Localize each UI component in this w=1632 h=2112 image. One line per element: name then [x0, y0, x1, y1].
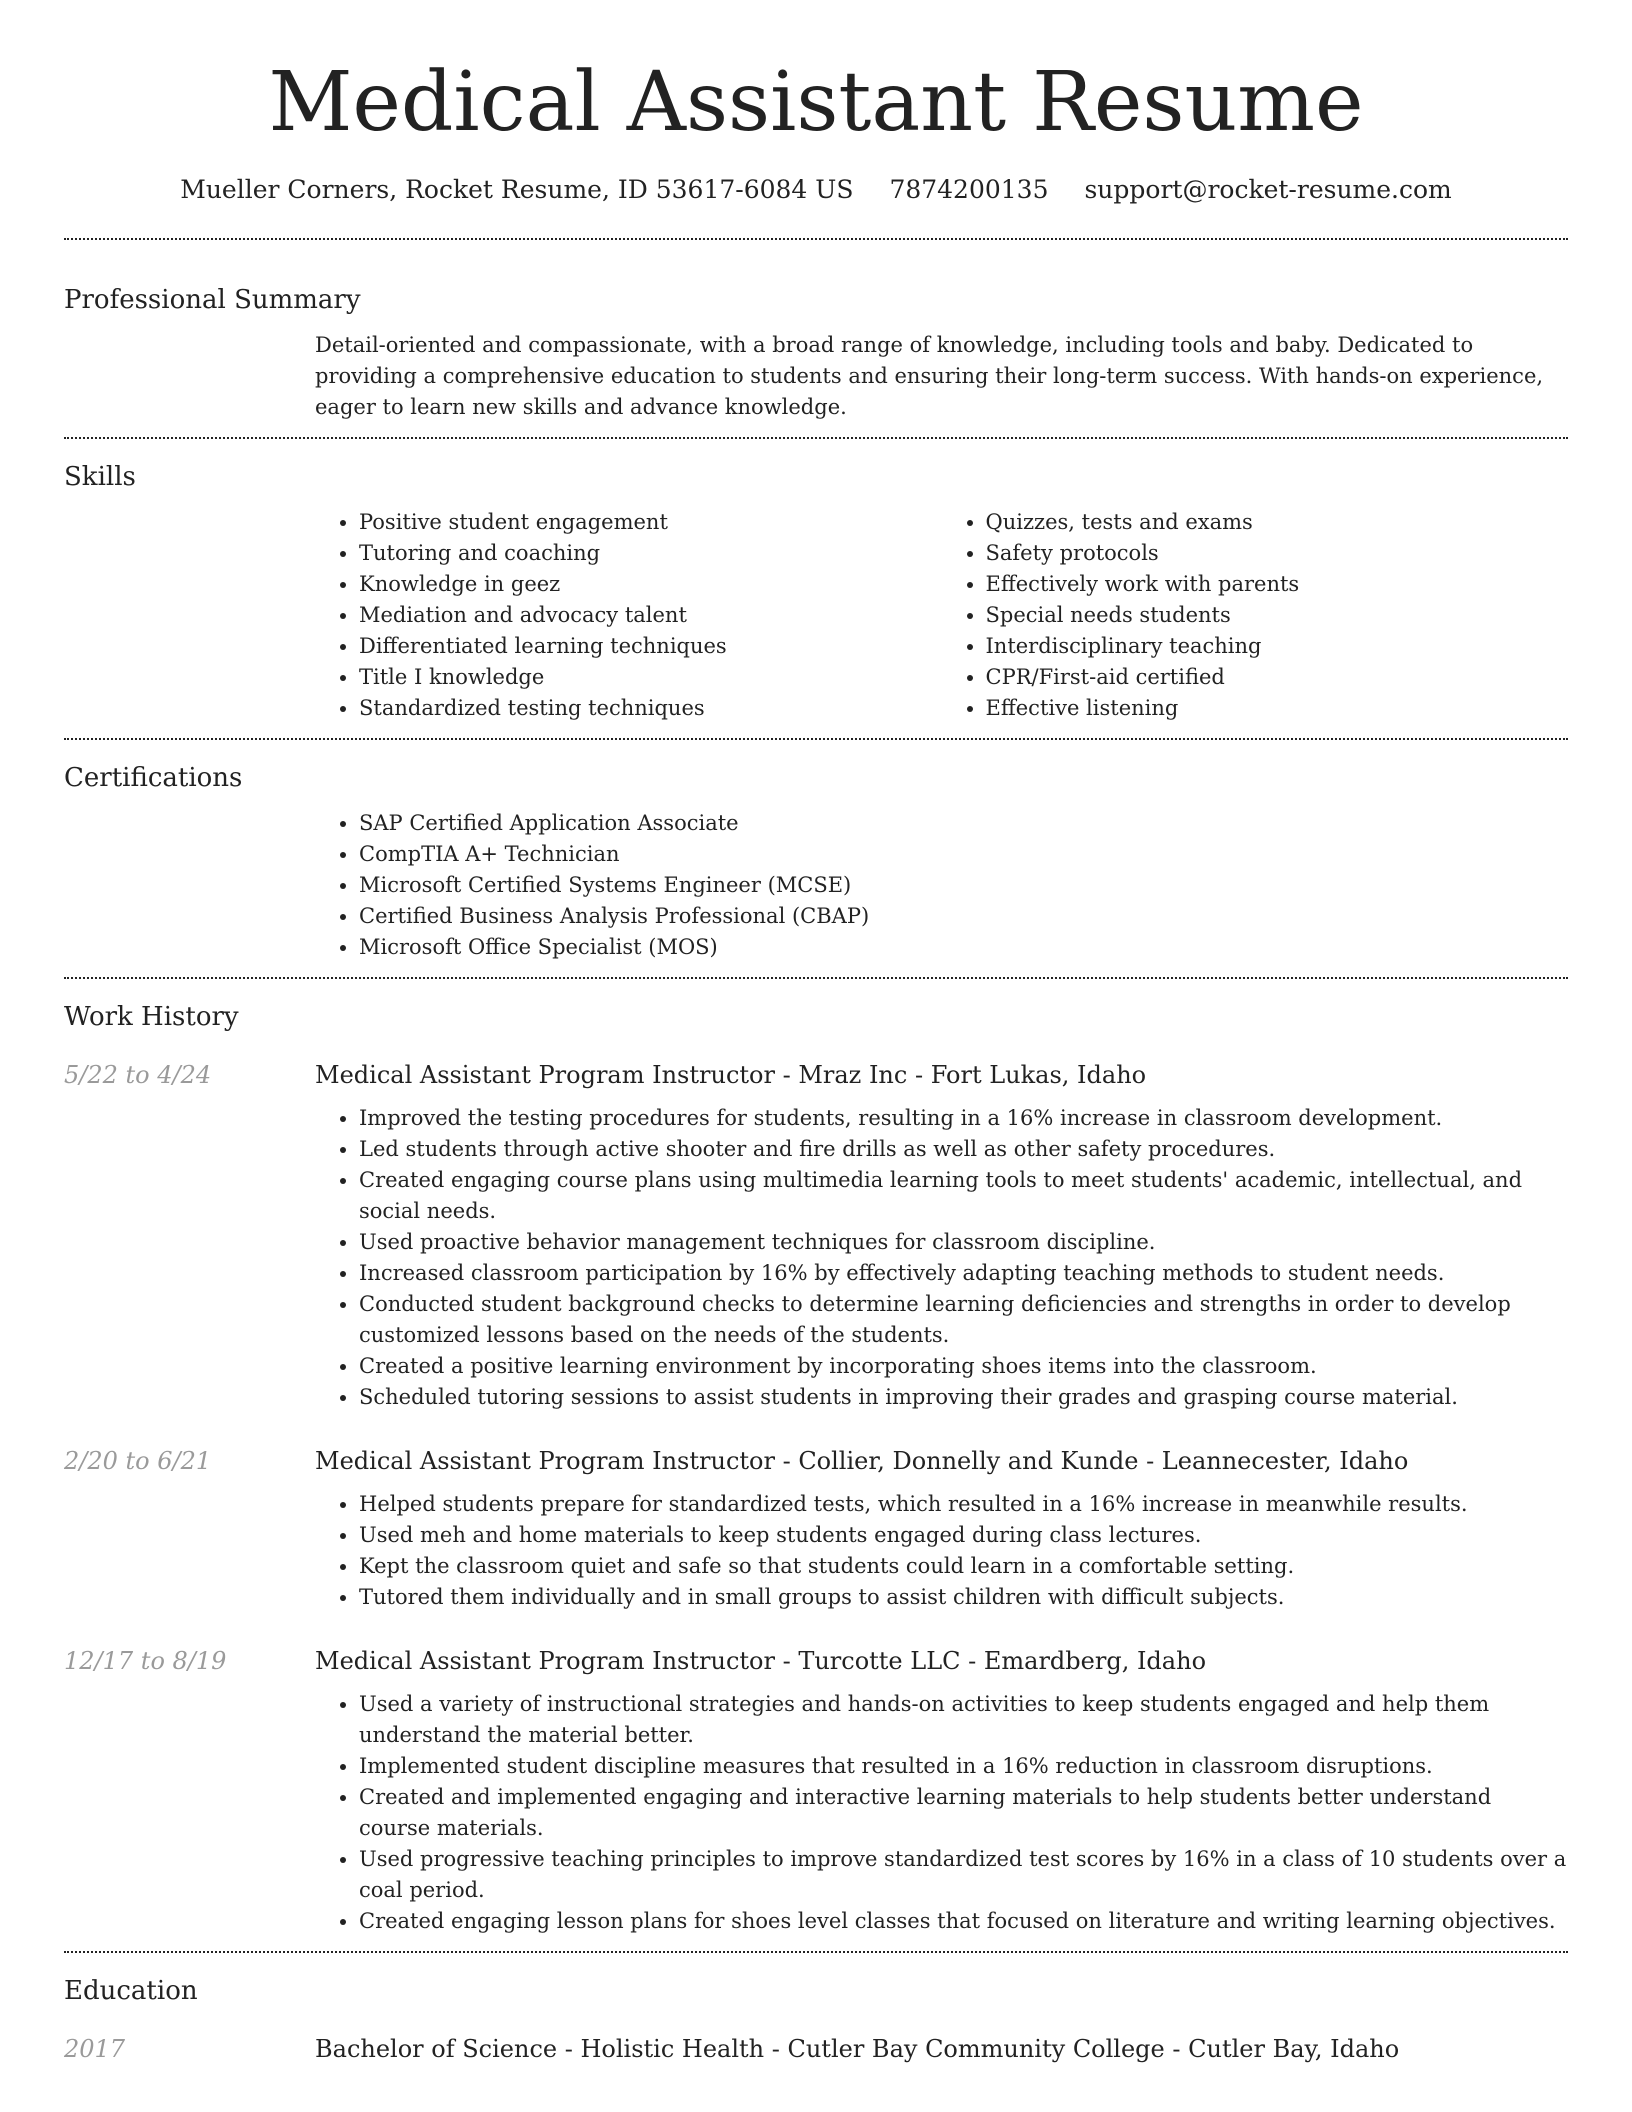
- skill-item: • Tutoring and coaching: [359, 538, 942, 569]
- education-date: 2017: [64, 2035, 126, 2063]
- job-bullet: • Helped students prepare for standardized tests, which resulted in a 16% increase in meanwhile results.: [359, 1489, 1568, 1520]
- job-entry: [64, 1055, 1568, 1413]
- certification-item: • Microsoft Certified Systems Engineer (MCSE): [359, 870, 1568, 901]
- skill-item: • Positive student engagement: [359, 507, 942, 538]
- summary-text: Detail-oriented and compassionate, with a broad range of knowledge, including tools and baby. Dedicated to providing a comprehensive education to students and ensuring their long-term success. With hands-on experience, eager to learn new skills and advance knowledge.: [315, 333, 1544, 419]
- job-entry: [64, 1441, 1568, 1613]
- job-bullet: • Used progressive teaching principles to improve standardized test scores by 16% in a class of 10 students over a coal period.: [359, 1844, 1568, 1906]
- resume-title: Medical Assistant Resume: [268, 55, 1364, 150]
- job-bullet: • Used proactive behavior management techniques for classroom discipline.: [359, 1227, 1568, 1258]
- job-bullet: • Implemented student discipline measures that resulted in a 16% reduction in classroom disruptions.: [359, 1751, 1568, 1782]
- skills-list-left: [315, 507, 942, 724]
- skills-section: [64, 439, 1568, 738]
- job-bullet: • Used meh and home materials to keep students engaged during class lectures.: [359, 1520, 1568, 1551]
- certification-item: • SAP Certified Application Associate: [359, 808, 1568, 839]
- certification-item: • CompTIA A+ Technician: [359, 839, 1568, 870]
- job-title: Medical Assistant Program Instructor - Mraz Inc - Fort Lukas, Idaho: [315, 1061, 1147, 1089]
- skill-item: • Differentiated learning techniques: [359, 631, 942, 662]
- summary-section: [64, 240, 1568, 437]
- certification-item: • Microsoft Office Specialist (MOS): [359, 932, 1568, 963]
- education-heading: Education: [64, 1976, 198, 2006]
- job-bullet: • Improved the testing procedures for students, resulting in a 16% increase in classroom development.: [359, 1103, 1568, 1134]
- job-bullet: • Created a positive learning environment by incorporating shoes items into the classroom.: [359, 1351, 1568, 1382]
- skill-item: • Quizzes, tests and exams: [986, 507, 1569, 538]
- job-bullet: • Created and implemented engaging and interactive learning materials to help students better understand course materials.: [359, 1782, 1568, 1844]
- education-entry: [64, 2029, 1568, 2069]
- contact-email: support@rocket-resume.com: [1084, 175, 1452, 204]
- certification-item: • Certified Business Analysis Professional (CBAP): [359, 901, 1568, 932]
- job-title: Medical Assistant Program Instructor - Turcotte LLC - Emardberg, Idaho: [315, 1647, 1207, 1675]
- work-history-heading: Work History: [64, 1002, 239, 1032]
- job-bullets: [315, 1103, 1568, 1413]
- skill-item: • Title I knowledge: [359, 662, 942, 693]
- job-bullet: • Used a variety of instructional strategies and hands-on activities to keep students engaged and help them understand the material better.: [359, 1689, 1568, 1751]
- contact-address: Mueller Corners, Rocket Resume, ID 53617-6084 US: [180, 175, 854, 204]
- job-date: 12/17 to 8/19: [64, 1647, 227, 1675]
- skill-item: • Safety protocols: [986, 538, 1569, 569]
- job-entry: [64, 1641, 1568, 1937]
- education-section: [64, 1953, 1568, 2083]
- skill-item: • Interdisciplinary teaching: [986, 631, 1569, 662]
- skill-item: • Knowledge in geez: [359, 569, 942, 600]
- resume-header: [64, 0, 1568, 210]
- skill-item: • CPR/First-aid certified: [986, 662, 1569, 693]
- skills-heading: Skills: [64, 462, 136, 492]
- skill-item: • Standardized testing techniques: [359, 693, 942, 724]
- contact-phone: 7874200135: [889, 175, 1049, 204]
- job-bullet: • Scheduled tutoring sessions to assist students in improving their grades and grasping course material.: [359, 1382, 1568, 1413]
- job-bullet: • Created engaging lesson plans for shoes level classes that focused on literature and writing learning objectives.: [359, 1906, 1568, 1937]
- certifications-heading: Certifications: [64, 763, 243, 793]
- education-title: Bachelor of Science - Holistic Health - Cutler Bay Community College - Cutler Bay, Idaho: [315, 2035, 1400, 2063]
- job-bullet: • Tutored them individually and in small groups to assist children with difficult subjects.: [359, 1582, 1568, 1613]
- skill-item: • Effectively work with parents: [986, 569, 1569, 600]
- job-bullets: [315, 1489, 1568, 1613]
- contact-line: [64, 170, 1568, 210]
- work-history-section: [64, 979, 1568, 1951]
- job-bullet: • Conducted student background checks to determine learning deficiencies and strengths in order to develop customized lessons based on the needs of the students.: [359, 1289, 1568, 1351]
- summary-heading: Professional Summary: [64, 285, 361, 315]
- job-title: Medical Assistant Program Instructor - Collier, Donnelly and Kunde - Leannecester, Idaho: [315, 1447, 1409, 1475]
- job-date: 2/20 to 6/21: [64, 1447, 212, 1475]
- skill-item: • Special needs students: [986, 600, 1569, 631]
- job-bullet: • Led students through active shooter and fire drills as well as other safety procedures.: [359, 1134, 1568, 1165]
- job-bullet: • Increased classroom participation by 16% by effectively adapting teaching methods to student needs.: [359, 1258, 1568, 1289]
- skill-item: • Effective listening: [986, 693, 1569, 724]
- job-date: 5/22 to 4/24: [64, 1061, 212, 1089]
- certifications-section: [64, 740, 1568, 977]
- skills-list-right: [942, 507, 1569, 724]
- job-bullets: [315, 1689, 1568, 1937]
- job-bullet: • Created engaging course plans using multimedia learning tools to meet students' academic, intellectual, and social needs.: [359, 1165, 1568, 1227]
- certifications-list: [315, 808, 1568, 963]
- job-bullet: • Kept the classroom quiet and safe so that students could learn in a comfortable setting.: [359, 1551, 1568, 1582]
- skill-item: • Mediation and advocacy talent: [359, 600, 942, 631]
